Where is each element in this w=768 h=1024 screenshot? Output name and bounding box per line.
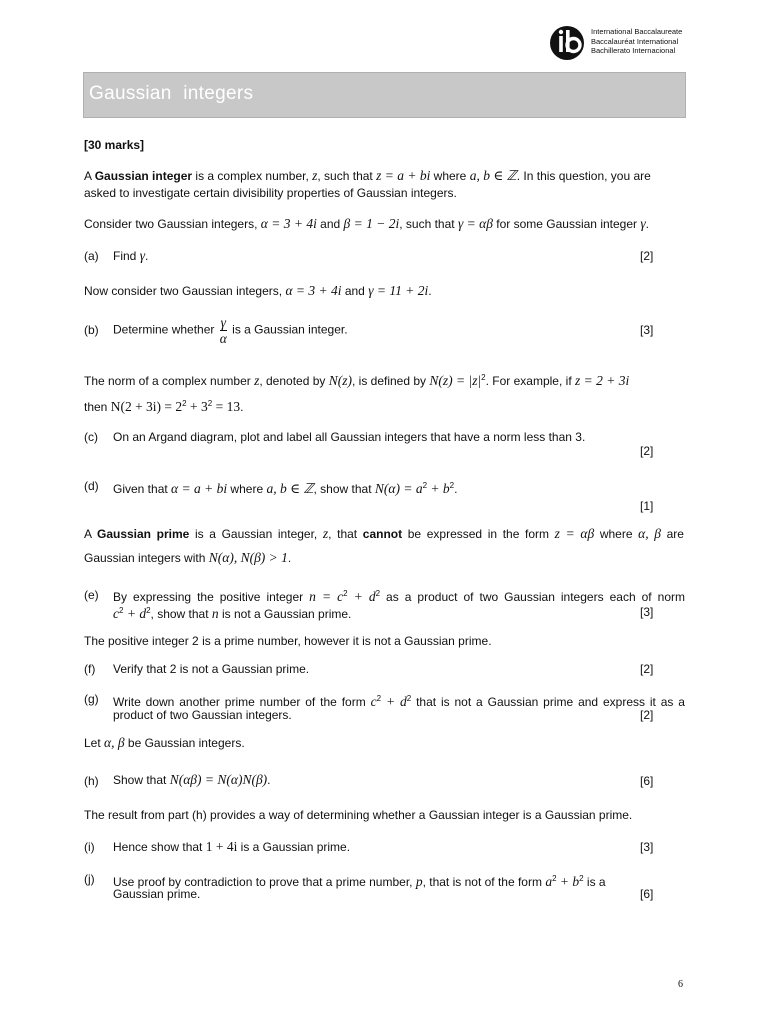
question-g-marks: [2]: [640, 708, 654, 722]
norm-line-2: then $N(2 + 3i) = 2^2 + 3^2 = 13$.: [84, 399, 244, 414]
question-e-label: (e): [84, 588, 99, 602]
logo-text: [591, 27, 682, 56]
question-e-line-2: $c^2 + d^2$, show that n is not a Gaussian prime.: [113, 606, 352, 621]
question-j-line-2: Gaussian prime.: [113, 887, 201, 901]
prime-line-2: Gaussian integers with N(α), N(β) > 1.: [84, 550, 292, 565]
ib-logo-icon: [547, 22, 587, 62]
question-j-line-1: Use proof by contradiction to prove that a prime number, p, that is not of the form $a^2 + b^2$ is a: [113, 874, 606, 889]
question-e-line-1: By expressing the positive integer $n = c^2 + d^2$ as a product of two Gaussian integers each of norm: [113, 589, 685, 604]
question-i-marks: [3]: [640, 840, 654, 854]
intro-line-1: A Gaussian integer is a complex number, z, such that z = a + bi where a, b ∈ ℤ. In this question, you are: [84, 168, 651, 183]
question-g-line-2: product of two Gaussian integers.: [113, 708, 292, 722]
question-b-marks: [3]: [640, 323, 654, 337]
question-h-marks: [6]: [640, 774, 654, 788]
question-a-marks: [2]: [640, 249, 654, 263]
page-number: 6: [678, 979, 683, 990]
gamma-over-alpha-fraction: $\frac{\gamma}{\alpha}$: [219, 315, 227, 346]
logo-line-2: Baccalauréat International: [591, 36, 679, 46]
prime-line-1: A Gaussian prime is a Gaussian integer, z, that cannot be expressed in the form z = αβ where α, β are: [84, 526, 684, 541]
question-c-text: On an Argand diagram, plot and label all Gaussian integers that have a norm less than 3.: [113, 430, 586, 444]
question-d-text: Given that α = a + bi where a, b ∈ ℤ, show that $N(\alpha) = a^2 + b^2$.: [113, 481, 458, 496]
question-b-label: (b): [84, 323, 99, 337]
question-h-text: Show that N(αβ) = N(α)N(β).: [113, 772, 271, 787]
norm-line-1: The norm of a complex number z, denoted by N(z), is defined by $N(z) = |z|^2$. For example, if z = 2 + 3i: [84, 373, 630, 388]
question-d-marks: [1]: [640, 499, 654, 513]
question-i-text: Hence show that 1 + 4i is a Gaussian prime.: [113, 839, 351, 854]
ib-logo: [547, 22, 687, 64]
result-text: The result from part (h) provides a way of determining whether a Gaussian integer is a Gaussian prime.: [84, 808, 633, 822]
term-gaussian-integer: Gaussian integer: [94, 169, 193, 183]
consider-line-1: Consider two Gaussian integers, α = 3 + 4i and β = 1 − 2i, such that γ = αβ for some Gaussian integer γ.: [84, 216, 650, 231]
question-g-label: (g): [84, 692, 99, 706]
question-f-marks: [2]: [640, 662, 654, 676]
positive-2-text: The positive integer 2 is a prime number, however it is not a Gaussian prime.: [84, 634, 492, 648]
question-e-marks: [3]: [640, 605, 654, 619]
total-marks: [30 marks]: [84, 138, 145, 152]
logo-line-1: International Baccalaureate: [591, 27, 683, 36]
page-title: Gaussian integers: [89, 83, 254, 104]
term-gaussian-prime: Gaussian prime: [96, 527, 190, 541]
question-i-label: (i): [84, 840, 95, 854]
question-c-marks: [2]: [640, 444, 654, 458]
let-line: Let α, β be Gaussian integers.: [84, 735, 245, 750]
question-d-label: (d): [84, 479, 99, 493]
question-h-label: (h): [84, 774, 99, 788]
question-f-label: (f): [84, 662, 96, 676]
question-g-line-1: Write down another prime number of the form $c^2 + d^2$ that is not a Gaussian prime and express it as a: [113, 694, 685, 709]
logo-line-3: Bachillerato Internacional: [591, 46, 676, 55]
question-j-marks: [6]: [640, 887, 654, 901]
title-banner: [83, 72, 686, 118]
question-b-text: Determine whether $\frac{\gamma}{\alpha}$ is a Gaussian integer.: [113, 315, 348, 346]
question-f-text: Verify that 2 is not a Gaussian prime.: [113, 662, 310, 676]
consider-line-2: Now consider two Gaussian integers, α = 3 + 4i and γ = 11 + 2i.: [84, 283, 432, 298]
question-j-label: (j): [84, 872, 95, 886]
intro-line-2: asked to investigate certain divisibility properties of Gaussian integers.: [84, 186, 457, 200]
question-c-label: (c): [84, 430, 98, 444]
question-a-label: (a): [84, 249, 99, 263]
question-a-text: Find γ.: [113, 248, 149, 263]
